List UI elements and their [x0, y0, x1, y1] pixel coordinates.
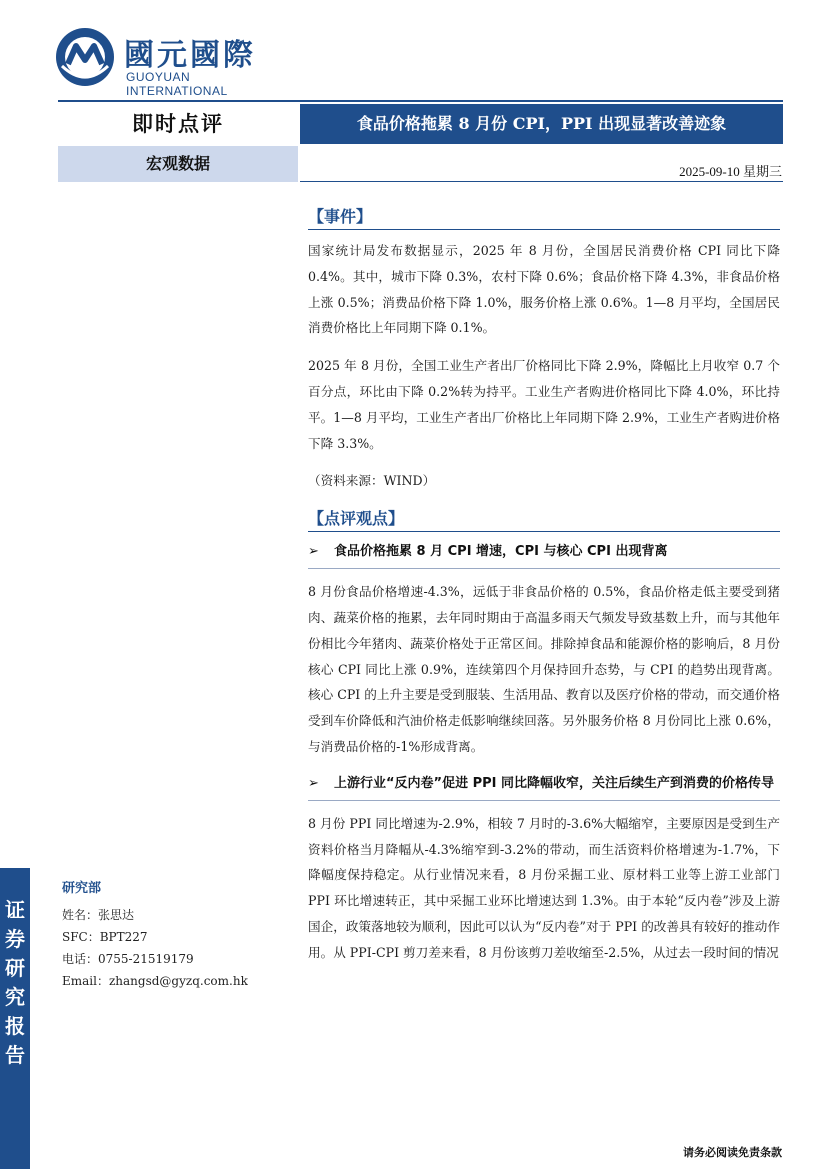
- point-title-text: 上游行业“反内卷”促进 PPI 同比降幅收窄，关注后续生产到消费的价格传导: [334, 775, 775, 791]
- dept-heading: 研究部: [62, 881, 102, 896]
- contact-sfc: SFC：BPT227: [62, 930, 148, 944]
- event-heading: 【事件】: [308, 204, 780, 230]
- guoyuan-logo-icon: [54, 26, 116, 88]
- contact-phone: 电话：0755-21519179: [62, 952, 194, 966]
- review-point-title: [308, 772, 780, 801]
- event-paragraph: 2025 年 8 月份，全国工业生产者出厂价格同比下降 2.9%，降幅比上月收窄 0.7 个百分点，环比由下降 0.2%转为持平。工业生产者购进价格同比下降 4.0%，环比持平。1—8 月平均，工业生产者出厂价格比上年同期下降 2.9%，工业生产者购进价格下降 3.3%。: [308, 358, 780, 451]
- arrow-bullet-icon: ➢: [308, 544, 319, 560]
- header-rule: [58, 100, 783, 102]
- point-title-text: 食品价格拖累 8 月 CPI 增速，CPI 与核心 CPI 出现背离: [334, 544, 668, 560]
- vertical-label: 证券研究报告: [5, 898, 25, 1067]
- brand-name-en: GUOYUAN INTERNATIONAL: [126, 70, 228, 98]
- main-content: [308, 204, 780, 966]
- review-heading: 【点评观点】: [308, 506, 780, 532]
- review-point-body: 8 月份 PPI 同比增速为-2.9%，相较 7 月时的-3.6%大幅缩窄，主要原因是受到生产资料价格当月降幅从-4.3%缩窄到-3.2%的带动，而生活资料价格增速为-1.7%，下降幅度保持稳定。从行业情况来看，8 月份采掘工业、原材料工业等上游工业部门 PPI 环比增速转正，其中采掘工业环比增速达到 1.3%。由于本轮“反内卷”涉及上游国企，政策落地较为顺利，因此可以认为“反内卷”对于 PPI 的改善具有较好的推动作用。从 PPI-CPI 剪刀差来看，8 月份该剪刀差收缩至-2.5%，从过去一段时间的情况: [308, 815, 780, 960]
- contact-email[interactable]: Email：zhangsd@gyzq.com.hk: [62, 974, 248, 988]
- brand-logo: [54, 26, 284, 98]
- footer-disclaimer[interactable]: 请务必阅读免责条款: [683, 1146, 782, 1159]
- review-point-body: 8 月份食品价格增速-4.3%，远低于非食品价格的 0.5%，食品价格走低主要受到猪肉、蔬菜价格的拖累，去年同时期由于高温多雨天气频发导致基数上升，而与其他年份相比今年猪肉、蔬菜价格处于正常区间。排除掉食品和能源价格的影响后，8 月份核心 CPI 同比上涨 0.9%，连续第四个月保持回升态势，与 CPI 的趋势出现背离。核心 CPI 的上升主要是受到服装、生活用品、教育以及医疗价格的带动，而交通价格受到车价降低和汽油价格走低影响继续回落。另外服务价格 8 月份同比上涨 0.6%，与消费品价格的-1%形成背离。: [308, 584, 780, 754]
- analyst-contact: [62, 904, 248, 992]
- report-date: 2025-09-10 星期三: [679, 164, 782, 179]
- date-rule: [300, 181, 783, 182]
- brand-name-cn: 國元國際: [124, 38, 256, 73]
- event-paragraph: 国家统计局发布数据显示，2025 年 8 月份，全国居民消费价格 CPI 同比下降 0.4%。其中，城市下降 0.3%，农村下降 0.6%；食品价格下降 4.3%，非食品价格上涨 0.5%；消费品价格下降 1.0%，服务价格上涨 0.6%。1—8 月平均，全国居民消费价格比上年同期下降 0.1%。: [308, 243, 780, 336]
- contact-name: 姓名：张思达: [62, 908, 135, 922]
- arrow-bullet-icon: ➢: [308, 775, 319, 791]
- data-source: （资料来源：WIND）: [308, 473, 436, 489]
- report-subcategory: 宏观数据: [58, 146, 298, 182]
- review-point-title: [308, 540, 780, 569]
- report-category: 即时点评: [132, 112, 224, 136]
- report-title: 食品价格拖累 8 月份 CPI，PPI 出现显著改善迹象: [300, 104, 783, 144]
